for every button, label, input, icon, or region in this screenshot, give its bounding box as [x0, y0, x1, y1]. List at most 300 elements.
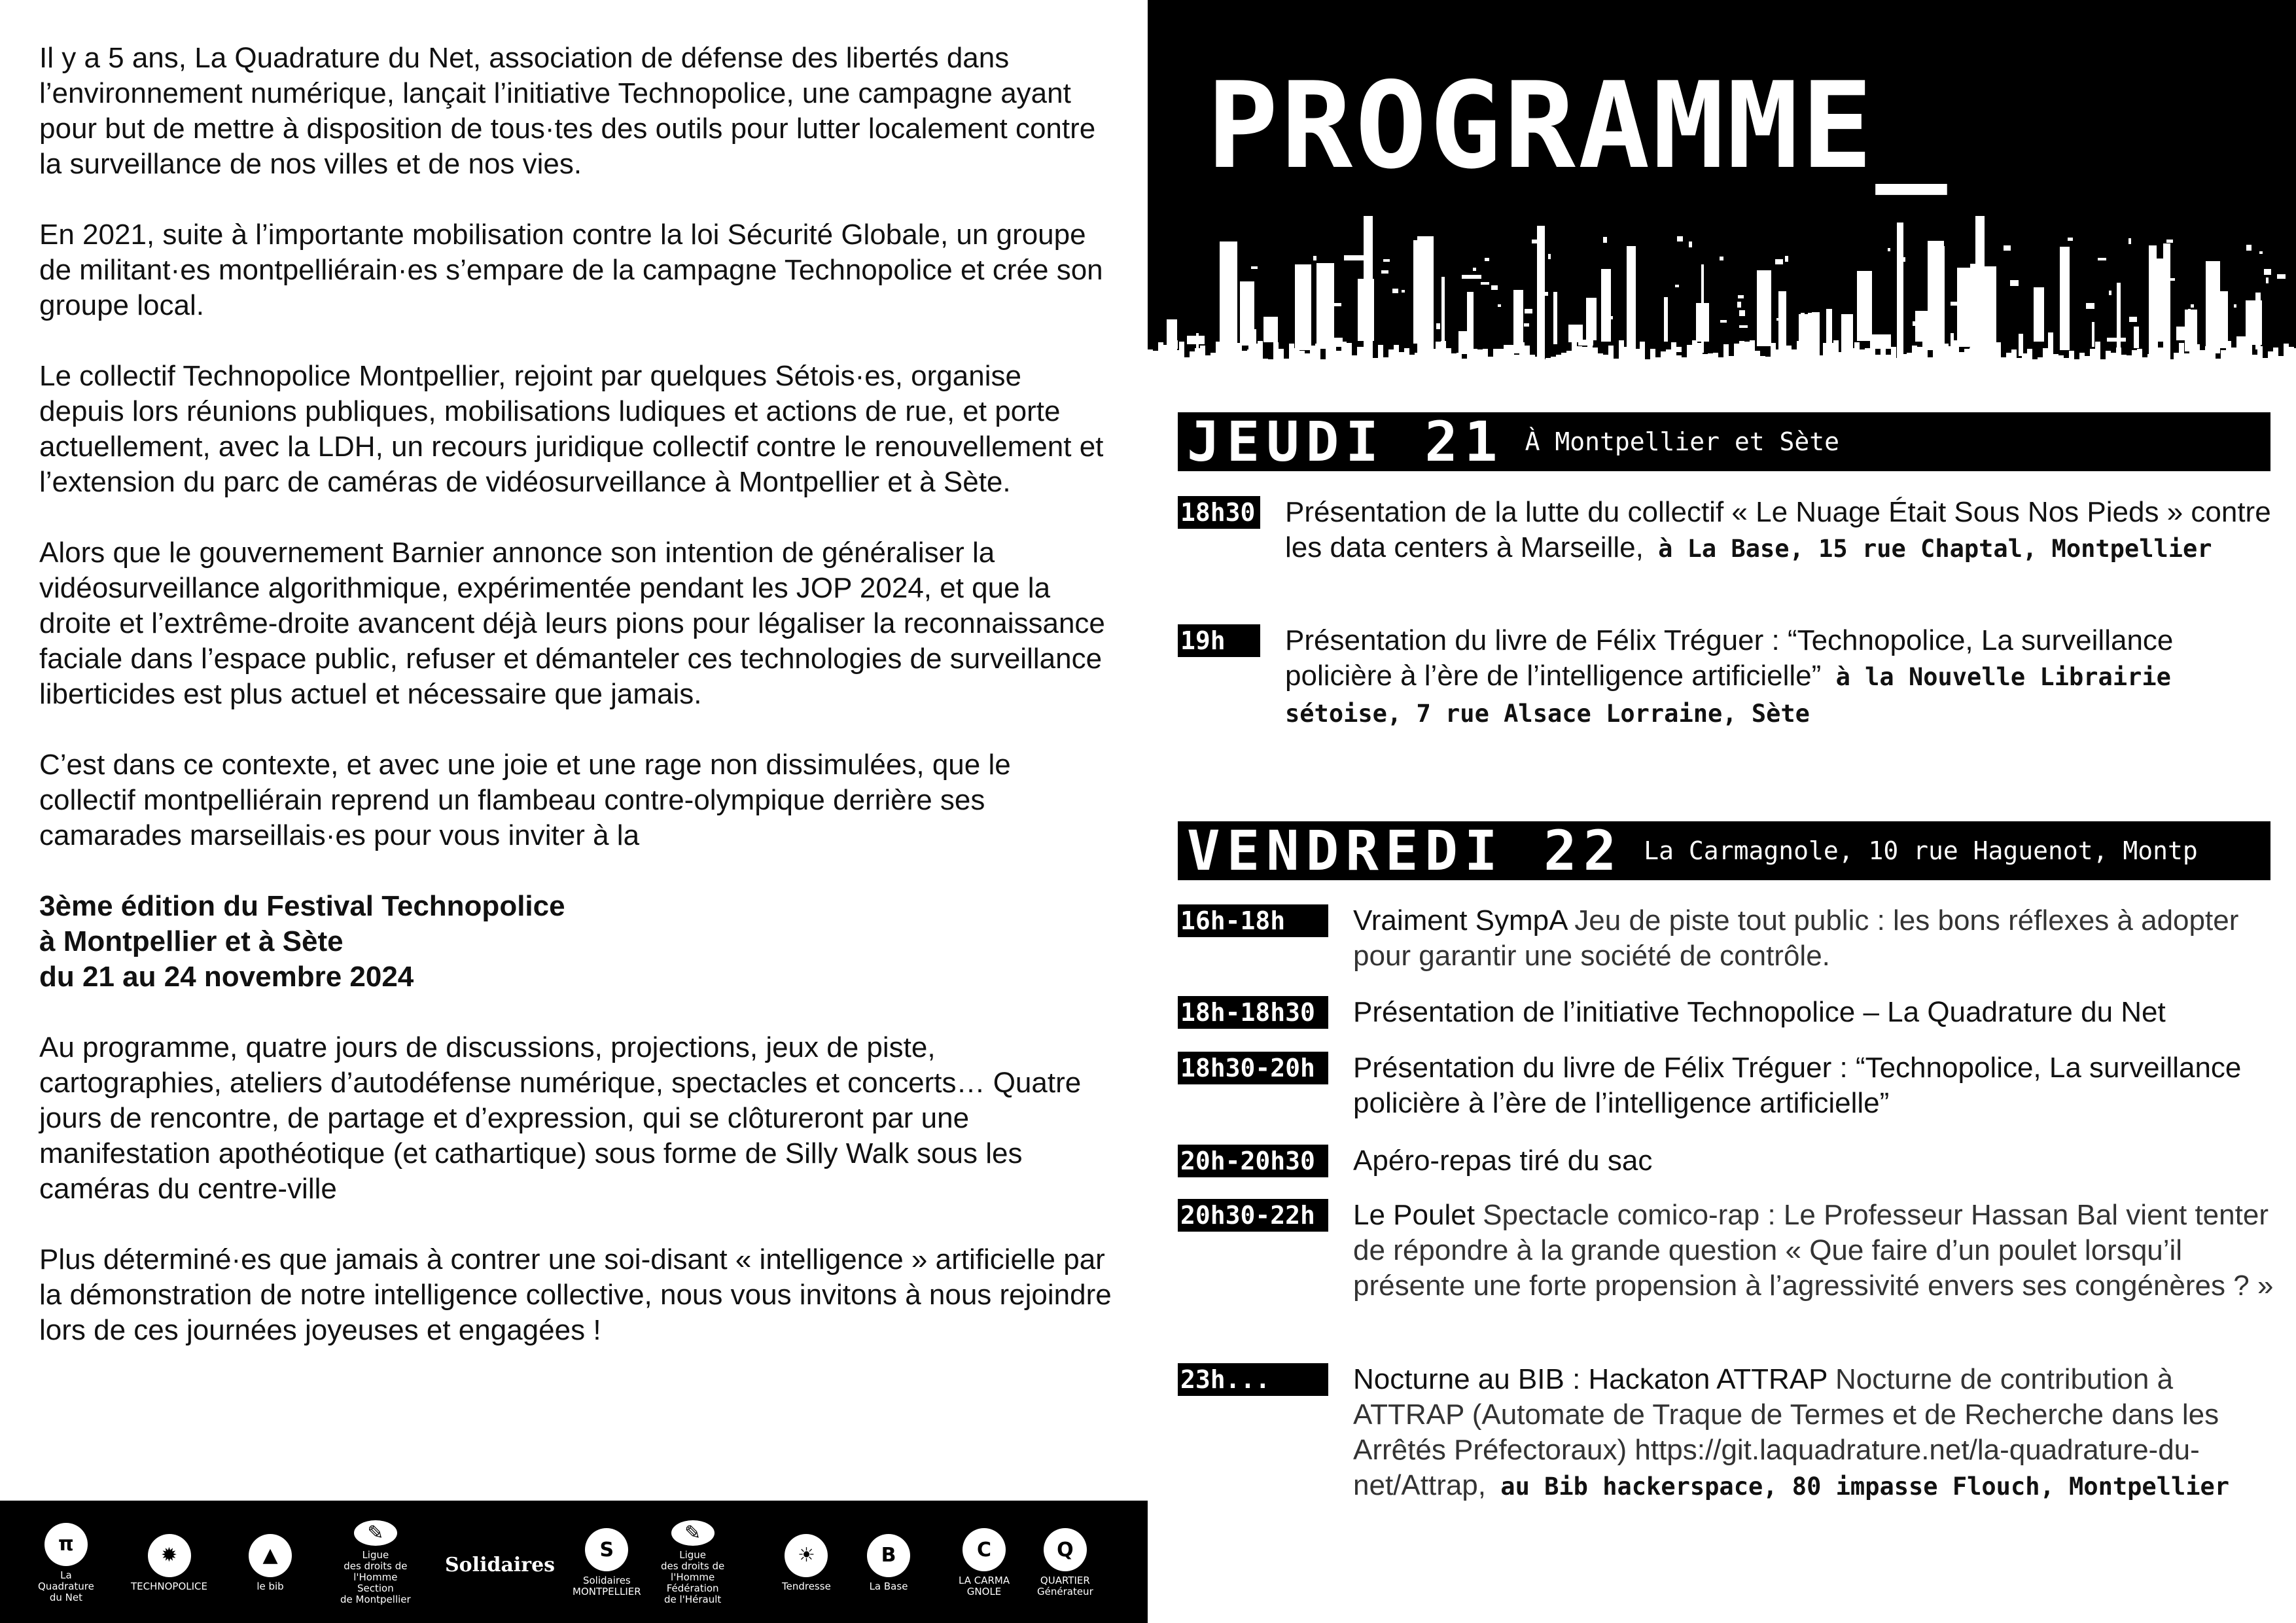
skyline-block [1771, 343, 1776, 393]
skyline-block [1373, 358, 1378, 393]
event-vendredi-3 [1178, 1050, 2284, 1121]
solidaires-montpellier-icon: S [585, 1528, 628, 1571]
skyline-block [2048, 332, 2053, 353]
partner-logo-strip [0, 1501, 1148, 1623]
skyline-block [1614, 359, 1619, 393]
skyline-block [1739, 341, 1744, 393]
skyline-block [1755, 351, 1760, 393]
skyline-block [2277, 274, 2286, 279]
skyline-block [1865, 348, 1870, 393]
skyline-block [1891, 347, 1896, 393]
skyline-block [1418, 306, 1425, 311]
skyline-block [2168, 359, 2174, 393]
skyline-block [1163, 345, 1169, 393]
event-vendredi-5 [1178, 1198, 2284, 1304]
skyline-block [1775, 259, 1783, 264]
ldh-montpellier-icon: ✎ [354, 1520, 397, 1546]
event-title: Apéro-repas tiré du sac [1353, 1145, 1653, 1177]
skyline-block [1860, 349, 1865, 393]
skyline-block [1603, 355, 1608, 393]
skyline-block [2234, 304, 2236, 308]
skyline-block [1524, 323, 1529, 327]
skyline-block [1415, 353, 1420, 393]
technopolice-icon: ✹ [148, 1534, 191, 1577]
skyline-block [1174, 350, 1179, 393]
skyline-block [1839, 352, 1844, 393]
skyline-block [1568, 325, 1583, 342]
skyline-block [1619, 340, 1624, 393]
skyline-block [2134, 327, 2139, 348]
skyline-block [2100, 359, 2106, 393]
skyline-block [1436, 323, 1440, 329]
skyline-block [2121, 355, 2127, 393]
skyline-block [2127, 355, 2132, 393]
event-description [1285, 495, 2284, 567]
skyline-block [2226, 341, 2231, 393]
skyline-block [1169, 349, 1174, 393]
skyline-block [1729, 356, 1734, 393]
skyline-block [1462, 359, 1467, 393]
skyline-block [1357, 347, 1362, 393]
skyline-block [1964, 349, 1969, 393]
skyline-block [2106, 351, 2111, 393]
skyline-block [1364, 216, 1373, 366]
skyline-block [1801, 313, 1805, 317]
skyline-block [1692, 340, 1697, 393]
skyline-block [2257, 346, 2263, 393]
skyline-block [1556, 355, 1561, 393]
skyline-block [1417, 236, 1434, 355]
skyline-block [2137, 349, 2142, 393]
skyline-block [1776, 318, 1785, 321]
la-quadrature-du-net-icon: π [44, 1523, 88, 1566]
skyline-block [1231, 353, 1237, 393]
skyline-block [2010, 280, 2019, 286]
skyline-block [1509, 345, 1514, 393]
skyline-block [1394, 345, 1399, 393]
skyline-block [1881, 349, 1886, 393]
skyline-block [2086, 303, 2094, 309]
event-title: Présentation de l’initiative Technopolice – La Quadrature du Net [1353, 996, 2166, 1028]
skyline-block [1765, 357, 1771, 393]
intro-paragraph-6: Au programme, quatre jours de discussions, projections, jeux de piste, cartographies, ateliers d’autodéfense numérique, spectacles et concerts… Quatre jours de rencontre, de partage et d’expression, qui se clôtureront par une manifestation apothéotique (et cathartique) sous forme de Silly Walk sous les caméras du centre-ville [39, 1031, 1082, 1205]
skyline-block [1263, 317, 1278, 342]
skyline-block [1289, 344, 1294, 393]
logo-label: Solidaires MONTPELLIER [573, 1575, 641, 1597]
skyline-block [2188, 309, 2191, 313]
skyline-block [1572, 340, 1577, 393]
logo-le-bib [249, 1520, 292, 1605]
skyline-block [1917, 347, 1922, 393]
skyline-block [1488, 357, 1493, 393]
intro-text [39, 41, 1112, 1383]
skyline-block [1898, 257, 1905, 262]
skyline-block [1383, 259, 1390, 262]
skyline-block [1530, 355, 1535, 393]
skyline-block [1540, 359, 1545, 393]
tendresse-icon: ☀ [785, 1534, 828, 1577]
skyline-block [1785, 256, 1788, 262]
skyline-block [1483, 349, 1488, 393]
skyline-block [1315, 344, 1320, 393]
programme-column [1148, 0, 2296, 1623]
skyline-block [1959, 352, 1964, 393]
skyline-block [1548, 254, 1551, 259]
skyline-block [1525, 346, 1530, 393]
skyline-block [1451, 353, 1457, 393]
skyline-block [1757, 270, 1771, 346]
intro-paragraph-7: Plus déterminé·es que jamais à contrer une soi-disant « intelligence » artificielle par la démonstration de notre intelligence collective, nous vous invitons à nous rejoindre lors de ces journées joyeuses et engagées ! [39, 1243, 1112, 1346]
skyline-block [2117, 283, 2121, 348]
skyline-block [1341, 346, 1347, 393]
skyline-block [1542, 292, 1548, 296]
event-description [1353, 1362, 2284, 1505]
festival-edition: 3ème édition du Festival Technopolice [39, 890, 565, 922]
skyline-block [2022, 353, 2027, 393]
skyline-block [2034, 287, 2044, 342]
skyline-block [1778, 291, 1786, 351]
skyline-block [1305, 353, 1310, 393]
skyline-block [2252, 355, 2257, 393]
skyline-block [1352, 355, 1357, 393]
event-title: Nocturne au BIB : Hackaton ATTRAP [1353, 1363, 1828, 1395]
skyline-block [2284, 344, 2289, 393]
skyline-block [1404, 348, 1409, 393]
skyline-block [1720, 320, 1727, 323]
skyline-block [1593, 348, 1598, 393]
skyline-block [1675, 347, 1682, 352]
event-description [1285, 623, 2284, 732]
skyline-block [1650, 349, 1655, 393]
skyline-block [1826, 309, 1832, 351]
event-title: Vraiment SympA [1353, 904, 1567, 936]
skyline-block [1153, 351, 1158, 393]
event-text: Spectacle comico-rap : Le Professeur Hassan Bal vient tenter de répondre à la grande question « Que faire d’un poulet lorsqu’il présente une forte propension à l’agressivité envers ses congénères ? » [1353, 1199, 2274, 1302]
skyline-block [2011, 349, 2017, 393]
event-place: à La Base, 15 rue Chaptal, Montpellier [1643, 535, 2212, 563]
skyline-block [1792, 349, 1797, 393]
skyline-block [1627, 246, 1636, 357]
ldh-herault-icon: ✎ [671, 1520, 715, 1546]
skyline-block [1179, 342, 1184, 393]
skyline-block [1205, 355, 1210, 393]
logo-solidaires-montpellier [573, 1520, 641, 1605]
event-text: Présentation du livre de Félix Tréguer : “Technopolice, La surveillance policière à l’ère de l’intelligence artificielle” [1285, 624, 2174, 692]
skyline-block [2001, 357, 2006, 393]
skyline-block [1954, 340, 1959, 393]
skyline-block [1912, 346, 1917, 393]
skyline-block [2098, 258, 2106, 260]
skyline-block [2216, 359, 2221, 393]
logo-technopolice [131, 1520, 207, 1605]
skyline-block [1409, 355, 1415, 393]
skyline-block [1598, 353, 1603, 393]
skyline-block [1320, 359, 1326, 393]
skyline-block [1701, 264, 1704, 353]
skyline-block [1248, 329, 1256, 352]
festival-announcement [39, 889, 1112, 995]
skyline-block [1383, 357, 1388, 393]
skyline-block [1467, 292, 1474, 350]
skyline-block [1273, 342, 1279, 393]
skyline-block [1886, 355, 1891, 393]
skyline-block [1388, 349, 1394, 393]
skyline-block [1242, 351, 1247, 393]
skyline-block [1498, 304, 1501, 307]
skyline-block [2053, 354, 2058, 393]
skyline-block [2069, 351, 2074, 393]
event-place: à la Nouvelle Librairie sétoise, 7 rue Alsace Lorraine, Sète [1285, 663, 2171, 728]
skyline-block [1491, 285, 1498, 290]
event-vendredi-4 [1178, 1143, 2284, 1179]
day-location: La Carmagnole, 10 rue Haguenot, Montp [1644, 836, 2198, 865]
skyline-block [1578, 340, 1593, 346]
skyline-block [1737, 302, 1741, 308]
skyline-block [2185, 310, 2197, 351]
skyline-block [2149, 245, 2157, 370]
skyline-block [2092, 322, 2094, 347]
logo-la-base [867, 1520, 910, 1605]
intro-paragraph-5: C’est dans ce contexte, et avec une joie et une rage non dissimulées, que le collectif montpelliérain reprend un flambeau contre-olympique derrière ses camarades marseillais·es pour vous inviter à la [39, 749, 1011, 851]
skyline-block [2200, 350, 2205, 393]
event-text: Présentation de la lutte du collectif « Le Nuage Était Sous Nos Pieds » contre les data centers à Marseille, [1285, 496, 2271, 563]
skyline-block [2242, 353, 2247, 393]
skyline-block [1603, 237, 1607, 243]
event-time: 20h-20h30 [1178, 1145, 1328, 1177]
skyline-block [1666, 349, 1671, 393]
skyline-block [1738, 295, 1744, 298]
skyline-block [1608, 346, 1614, 393]
skyline-block [1586, 298, 1597, 340]
skyline-block [2004, 245, 2011, 251]
skyline-block [1331, 344, 1336, 393]
skyline-block [1776, 349, 1781, 393]
skyline-block [2255, 293, 2261, 349]
skyline-block [1545, 358, 1551, 393]
day-header-jeudi [1178, 412, 2270, 471]
logo-la-quadrature-du-net [38, 1520, 94, 1605]
event-vendredi-2 [1178, 995, 2284, 1030]
skyline-block [1513, 290, 1523, 353]
event-description [1353, 1143, 2284, 1179]
skyline-block [1703, 354, 1708, 393]
skyline-block [2074, 359, 2079, 393]
skyline-block [1655, 357, 1661, 393]
skyline-block [1969, 348, 1975, 393]
skyline-block [1940, 246, 1945, 345]
skyline-block [1713, 353, 1718, 393]
skyline-block [1279, 349, 1284, 393]
skyline-block [2211, 291, 2228, 348]
skyline-block [1802, 347, 1807, 393]
skyline-block [2170, 278, 2175, 281]
event-time: 18h-18h30 [1178, 996, 1328, 1029]
event-time: 18h30-20h [1178, 1052, 1328, 1084]
skyline-block [1485, 258, 1489, 261]
logo-quartier-generateur [1037, 1520, 1093, 1605]
skyline-block [1399, 352, 1404, 393]
skyline-block [1441, 341, 1446, 393]
event-vendredi-6 [1178, 1362, 2284, 1505]
skyline-block [1951, 333, 1954, 353]
event-title: Présentation du livre de Félix Tréguer : “Technopolice, La surveillance policière à l’ère de l’intelligence artificielle” [1353, 1052, 2242, 1119]
skyline-block [1723, 344, 1729, 393]
skyline-block [1566, 351, 1572, 393]
la-base-icon: B [867, 1534, 910, 1577]
day-header-vendredi [1178, 821, 2270, 880]
skyline-block [2246, 245, 2252, 251]
skyline-block [1928, 357, 1933, 393]
skyline-block [2174, 353, 2179, 393]
skyline-block [1922, 342, 1928, 393]
event-time: 20h30-22h [1178, 1199, 1328, 1232]
skyline-block [1677, 236, 1683, 241]
skyline-block [1310, 346, 1315, 393]
event-text: Jeu de piste tout public : les bons réflexes à adopter pour garantir une société de contrôle. [1353, 904, 2239, 972]
skyline-block [1734, 344, 1739, 393]
skyline-block [2032, 359, 2038, 393]
skyline-block [2221, 350, 2226, 393]
quartier-generateur-icon: Q [1044, 1528, 1087, 1571]
skyline-block [1344, 255, 1370, 260]
skyline-block [1601, 269, 1611, 342]
skyline-block [1251, 266, 1258, 269]
skyline-block [1481, 282, 1489, 285]
skyline-block [1587, 344, 1593, 393]
skyline-block [2048, 349, 2053, 393]
skyline-block [1786, 346, 1792, 393]
skyline-block [1504, 345, 1509, 393]
skyline-block [1888, 248, 1890, 251]
skyline-block [2085, 356, 2090, 393]
logo-label: Ligue des droits de l'Homme Section de Montpellier [340, 1549, 411, 1605]
skyline-block [2142, 357, 2147, 393]
skyline-block [1441, 277, 1445, 346]
skyline-block [2266, 277, 2269, 283]
skyline-block [2068, 238, 2073, 241]
event-jeudi-2 [1178, 623, 2284, 732]
skyline-block [1220, 241, 1237, 359]
skyline-block [1446, 348, 1451, 393]
skyline-block [1812, 312, 1820, 359]
skyline-block [1268, 359, 1273, 393]
skyline-block [1687, 345, 1692, 393]
pixel-skyline-illustration [1148, 0, 2296, 393]
skyline-block [2152, 311, 2157, 316]
skyline-block [1462, 275, 1481, 279]
programme-title: PROGRAMME_ [1207, 56, 1950, 195]
skyline-block [1744, 342, 1750, 393]
intro-paragraph-1: Il y a 5 ans, La Quadrature du Net, association de défense des libertés dans l’environnement numérique, lançait l’initiative Technopolice, une campagne ayant pour but de mettre à disposition de tous·tes des outils pour lutter localement contre la surveillance de nos villes et de nos vies. [39, 42, 1096, 180]
skyline-block [1577, 346, 1582, 393]
skyline-block [1187, 336, 1205, 344]
skyline-block [2161, 291, 2164, 296]
skyline-block [1676, 355, 1682, 393]
skyline-block [1561, 353, 1566, 393]
skyline-block [1841, 314, 1853, 355]
skyline-block [1750, 340, 1755, 393]
skyline-block [2191, 304, 2194, 308]
skyline-block [1378, 345, 1383, 393]
skyline-block [1316, 263, 1334, 349]
skyline-block [1875, 355, 1881, 393]
skyline-block [1457, 353, 1462, 393]
skyline-block [1472, 349, 1477, 393]
skyline-block [1477, 349, 1483, 393]
skyline-block [1983, 297, 1985, 303]
skyline-block [1184, 357, 1190, 393]
skyline-block [1402, 290, 1405, 293]
skyline-block [1645, 359, 1650, 393]
skyline-block [1640, 342, 1645, 393]
logo-label: La Quadrature du Net [38, 1569, 94, 1603]
skyline-block [1334, 303, 1341, 306]
skyline-block [1237, 343, 1242, 393]
skyline-block [1857, 271, 1872, 341]
skyline-block [2184, 353, 2189, 393]
skyline-block [2017, 358, 2022, 393]
event-description [1353, 1198, 2284, 1304]
skyline-block [1210, 353, 1216, 393]
skyline-block [1833, 340, 1839, 393]
skyline-block [2111, 353, 2116, 393]
skyline-block [1190, 351, 1195, 393]
skyline-block [2116, 348, 2121, 393]
skyline-block [2263, 358, 2268, 393]
skyline-block [1340, 342, 1347, 347]
skyline-block [1326, 349, 1331, 393]
skyline-block [1436, 342, 1441, 393]
event-time: 19h [1178, 624, 1260, 657]
skyline-block [1430, 349, 1436, 393]
skyline-block [1381, 270, 1388, 274]
skyline-block [2090, 349, 2095, 393]
skyline-block [1336, 351, 1341, 393]
skyline-block [1629, 351, 1634, 393]
skyline-block [1907, 353, 1912, 393]
event-jeudi-1 [1178, 495, 2284, 567]
event-vendredi-1 [1178, 903, 2284, 974]
skyline-block [1299, 351, 1305, 393]
skyline-block [2264, 269, 2271, 275]
skyline-block [1493, 349, 1498, 393]
skyline-block [2158, 348, 2163, 393]
skyline-block [2043, 348, 2048, 393]
day-location: À Montpellier et Sète [1525, 427, 1840, 456]
skyline-block [1158, 342, 1163, 393]
logo-label: Solidaires [445, 1553, 556, 1577]
skyline-block [2129, 317, 2137, 322]
skyline-block [1897, 223, 1903, 366]
skyline-block [2095, 342, 2100, 393]
skyline-block [1689, 241, 1692, 247]
logo-label: Tendresse [782, 1580, 831, 1592]
skyline-block [1514, 355, 1519, 393]
logo-label: La Base [869, 1580, 908, 1592]
skyline-block [1525, 309, 1532, 313]
skyline-block [1739, 310, 1745, 316]
skyline-block [2195, 344, 2200, 393]
skyline-block [2273, 348, 2278, 393]
le-bib-icon: ▲ [249, 1534, 292, 1577]
skyline-block [1949, 346, 1954, 393]
logo-solidaires [445, 1520, 555, 1605]
skyline-block [2058, 355, 2064, 393]
intro-paragraph-2: En 2021, suite à l’importante mobilisation contre la loi Sécurité Globale, un groupe de militant·es montpelliérain·es s’empare de la campagne Technopolice et crée son groupe local. [39, 219, 1103, 321]
skyline-block [1818, 355, 1823, 393]
day-name: JEUDI 21 [1187, 412, 1504, 471]
skyline-block [1975, 216, 1985, 360]
